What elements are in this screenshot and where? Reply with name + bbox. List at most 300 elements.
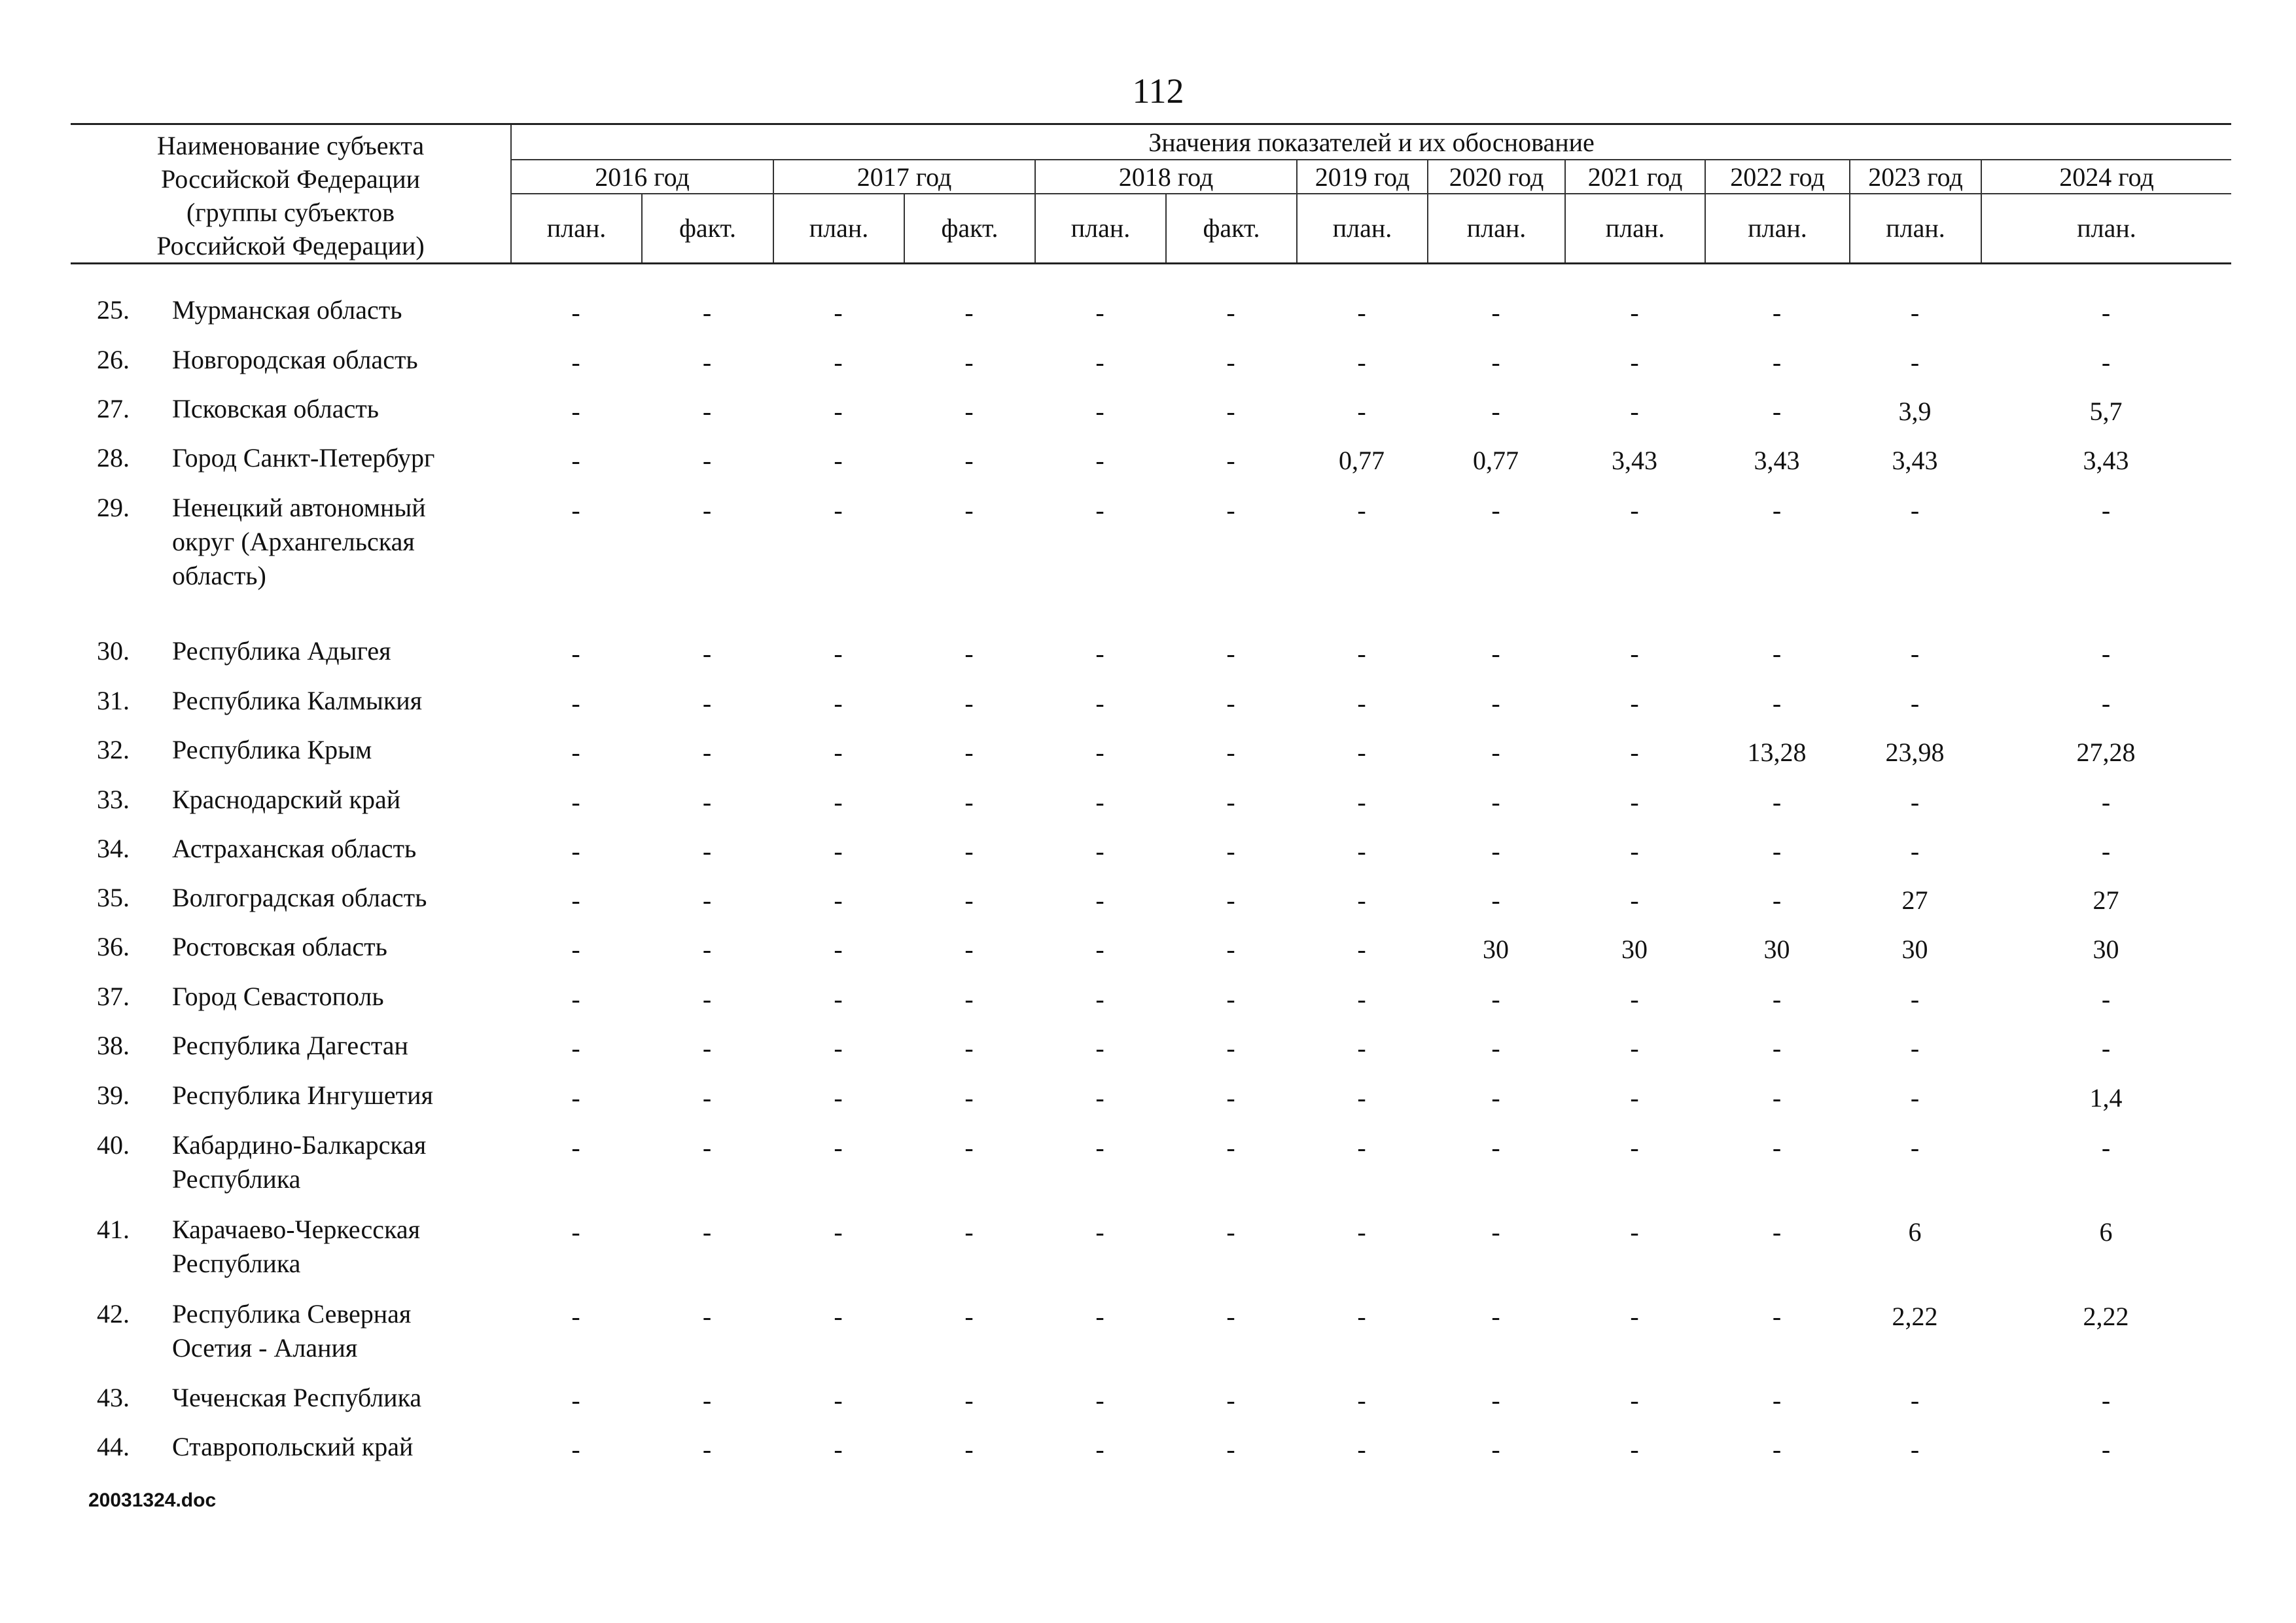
row-number: 25. (97, 295, 130, 325)
row-value-cell: - (1630, 885, 1639, 915)
row-value-cell: - (1095, 1385, 1104, 1415)
header-subcolumn-cell: план. (1704, 194, 1849, 262)
row-value-cell: - (1910, 1033, 1920, 1063)
row-value-cell: - (1095, 298, 1104, 327)
row-value-cell: - (1491, 738, 1500, 767)
row-value-cell: - (702, 397, 712, 426)
header-subcolumn-cell: факт. (1165, 194, 1296, 262)
row-value-cell: - (1491, 495, 1500, 525)
row-subject-name: Карачаево-Черкесская Республика (172, 1215, 421, 1278)
row-value-cell: - (1910, 1385, 1920, 1415)
row-value-cell: - (2101, 688, 2111, 718)
header-subcolumn-cell: план. (1427, 194, 1564, 262)
row-value-cell: - (571, 1133, 580, 1162)
row-value-cell: 3,43 (2083, 446, 2129, 475)
row-value-cell: - (1226, 984, 1235, 1014)
row-number: 36. (97, 932, 130, 961)
row-value-cell: - (1772, 1083, 1782, 1113)
row-value-cell: - (834, 397, 843, 426)
row-value-cell: - (1772, 397, 1782, 426)
row-value-cell: - (1357, 639, 1366, 668)
row-value-cell: - (1630, 1385, 1639, 1415)
row-number: 32. (97, 735, 130, 764)
row-value-cell: - (1226, 1083, 1235, 1113)
row-subject-name: Мурманская область (172, 295, 402, 325)
row-value-cell: - (702, 1033, 712, 1063)
row-subject-name: Город Севастополь (172, 982, 384, 1011)
row-value-cell: - (702, 1385, 712, 1415)
row-value-cell: - (1910, 1133, 1920, 1162)
row-value-cell: 27 (1901, 885, 1928, 915)
row-value-cell: - (964, 397, 974, 426)
row-value-cell: - (571, 935, 580, 964)
row-value-cell: - (1910, 1435, 1920, 1464)
row-subject-name: Республика Дагестан (172, 1031, 408, 1060)
row-value-cell: - (964, 348, 974, 377)
row-value-cell: 1,4 (2089, 1083, 2123, 1113)
row-value-cell: - (2101, 298, 2111, 327)
row-subject-name: Республика Северная Осетия - Алания (172, 1299, 412, 1363)
row-value-cell: 5,7 (2089, 397, 2123, 426)
row-value-cell: - (2101, 984, 2111, 1014)
row-value-cell: - (1910, 495, 1920, 525)
row-value-cell: - (964, 1083, 974, 1113)
row-value-cell: - (1357, 1133, 1366, 1162)
row-value-cell: - (1630, 1217, 1639, 1247)
row-value-cell: - (1491, 397, 1500, 426)
row-subject-name: Псковская область (172, 394, 379, 423)
row-value-cell: - (1226, 885, 1235, 915)
row-value-cell: - (1226, 836, 1235, 866)
row-value-cell: 13,28 (1747, 738, 1807, 767)
row-value-cell: - (571, 688, 580, 718)
row-value-cell: 30 (1483, 935, 1509, 964)
row-value-cell: - (2101, 495, 2111, 525)
row-value-cell: - (571, 787, 580, 817)
row-value-cell: - (1772, 1385, 1782, 1415)
row-value-cell: 2,22 (2083, 1302, 2129, 1331)
row-value-cell: - (1226, 348, 1235, 377)
row-value-cell: 3,43 (1754, 446, 1800, 475)
row-value-cell: - (1630, 984, 1639, 1014)
row-value-cell: 6 (1908, 1217, 1922, 1247)
row-value-cell: - (1226, 1133, 1235, 1162)
row-value-cell: - (571, 1302, 580, 1331)
header-subcolumn-cell: факт. (641, 194, 773, 262)
row-value-cell: - (571, 885, 580, 915)
row-value-cell: - (702, 1302, 712, 1331)
row-subject-name: Республика Адыгея (172, 636, 391, 666)
row-subject-name: Кабардино-Балкарская Республика (172, 1130, 427, 1194)
row-value-cell: - (571, 984, 580, 1014)
row-value-cell: - (1226, 688, 1235, 718)
row-value-cell: - (1095, 1302, 1104, 1331)
row-value-cell: - (1357, 1385, 1366, 1415)
row-value-cell: 6 (2099, 1217, 2113, 1247)
row-value-cell: - (1357, 984, 1366, 1014)
row-subject-name: Волгоградская область (172, 883, 427, 912)
row-value-cell: - (1772, 348, 1782, 377)
row-value-cell: - (571, 639, 580, 668)
row-value-cell: - (1226, 298, 1235, 327)
row-value-cell: - (1630, 397, 1639, 426)
row-value-cell: - (2101, 1435, 2111, 1464)
row-value-cell: - (1226, 787, 1235, 817)
row-value-cell: - (571, 446, 580, 475)
row-value-cell: - (1630, 1033, 1639, 1063)
row-value-cell: - (1357, 885, 1366, 915)
row-value-cell: - (1910, 298, 1920, 327)
row-value-cell: - (1772, 1033, 1782, 1063)
row-value-cell: - (1357, 1217, 1366, 1247)
row-value-cell: - (1095, 984, 1104, 1014)
header-year-cell: 2016 год (510, 160, 773, 194)
row-value-cell: - (1095, 935, 1104, 964)
row-value-cell: - (1357, 298, 1366, 327)
row-number: 34. (97, 834, 130, 863)
header-subcolumn-cell: план. (1981, 194, 2231, 262)
row-number: 30. (97, 636, 130, 666)
header-subcolumn-cell: факт. (904, 194, 1034, 262)
row-value-cell: - (1910, 984, 1920, 1014)
row-value-cell: - (702, 1435, 712, 1464)
row-value-cell: - (1772, 298, 1782, 327)
row-value-cell: - (834, 1083, 843, 1113)
row-value-cell: - (571, 1435, 580, 1464)
row-value-cell: - (1772, 639, 1782, 668)
row-value-cell: - (702, 1083, 712, 1113)
row-value-cell: - (834, 1133, 843, 1162)
row-value-cell: - (1630, 639, 1639, 668)
row-value-cell: - (1095, 495, 1104, 525)
row-value-cell: - (964, 1217, 974, 1247)
row-value-cell: - (964, 787, 974, 817)
row-value-cell: - (1095, 348, 1104, 377)
row-value-cell: - (1630, 348, 1639, 377)
row-value-cell: - (1357, 836, 1366, 866)
row-value-cell: - (571, 1033, 580, 1063)
row-value-cell: - (2101, 348, 2111, 377)
row-value-cell: - (2101, 639, 2111, 668)
row-value-cell: 30 (1621, 935, 1648, 964)
row-value-cell: - (834, 639, 843, 668)
row-value-cell: - (1226, 935, 1235, 964)
header-year-cell: 2022 год (1704, 160, 1849, 194)
row-value-cell: 3,43 (1612, 446, 1657, 475)
row-value-cell: - (964, 1033, 974, 1063)
row-value-cell: - (1095, 738, 1104, 767)
row-value-cell: - (1357, 1033, 1366, 1063)
row-number: 26. (97, 345, 130, 374)
row-value-cell: - (1491, 1435, 1500, 1464)
row-value-cell: - (1630, 1083, 1639, 1113)
header-year-cell: 2018 год (1034, 160, 1296, 194)
row-value-cell: - (1772, 787, 1782, 817)
row-value-cell: - (702, 836, 712, 866)
row-value-cell: - (1095, 787, 1104, 817)
row-value-cell: - (1095, 1217, 1104, 1247)
row-value-cell: - (964, 984, 974, 1014)
row-value-cell: - (964, 885, 974, 915)
header-subcolumn-cell: план. (1034, 194, 1165, 262)
page-number: 112 (1132, 71, 1184, 111)
row-value-cell: - (2101, 1385, 2111, 1415)
row-value-cell: - (1095, 639, 1104, 668)
row-value-cell: - (1630, 688, 1639, 718)
row-value-cell: - (964, 836, 974, 866)
row-value-cell: - (834, 935, 843, 964)
row-value-cell: - (834, 348, 843, 377)
row-value-cell: - (571, 397, 580, 426)
row-value-cell: - (1772, 1302, 1782, 1331)
row-value-cell: 30 (2093, 935, 2119, 964)
row-subject-name: Ростовская область (172, 932, 387, 961)
header-year-cell: 2024 год (1981, 160, 2231, 194)
row-value-cell: - (1491, 1217, 1500, 1247)
row-subject-name: Ставропольский край (172, 1432, 414, 1461)
row-value-cell: - (1095, 446, 1104, 475)
row-value-cell: 0,77 (1339, 446, 1385, 475)
row-number: 29. (97, 493, 130, 522)
row-value-cell: - (964, 495, 974, 525)
row-value-cell: - (1357, 1435, 1366, 1464)
row-value-cell: - (702, 639, 712, 668)
row-subject-name: Астраханская область (172, 834, 417, 863)
row-number: 40. (97, 1130, 130, 1160)
row-value-cell: - (1357, 738, 1366, 767)
row-value-cell: - (1910, 348, 1920, 377)
row-value-cell: - (1630, 1133, 1639, 1162)
row-value-cell: - (834, 1302, 843, 1331)
row-value-cell: - (964, 1385, 974, 1415)
row-value-cell: - (1491, 1033, 1500, 1063)
row-value-cell: - (1630, 1435, 1639, 1464)
row-value-cell: - (702, 495, 712, 525)
row-value-cell: - (1226, 495, 1235, 525)
row-value-cell: - (964, 639, 974, 668)
row-value-cell: - (702, 787, 712, 817)
row-value-cell: - (1226, 1435, 1235, 1464)
row-value-cell: - (1772, 688, 1782, 718)
row-value-cell: - (1095, 1435, 1104, 1464)
row-value-cell: - (834, 984, 843, 1014)
row-value-cell: - (1491, 348, 1500, 377)
row-value-cell: - (702, 348, 712, 377)
row-value-cell: - (1910, 787, 1920, 817)
row-value-cell: - (964, 935, 974, 964)
row-value-cell: - (1910, 639, 1920, 668)
row-value-cell: - (1630, 298, 1639, 327)
footer-file-name: 20031324.doc (88, 1489, 217, 1511)
header-subcolumn-cell: план. (1849, 194, 1981, 262)
row-value-cell: - (1357, 1083, 1366, 1113)
header-year-cell: 2019 год (1296, 160, 1427, 194)
row-value-cell: - (1226, 1217, 1235, 1247)
row-value-cell: - (834, 1033, 843, 1063)
row-value-cell: - (1095, 1033, 1104, 1063)
row-value-cell: - (964, 298, 974, 327)
row-value-cell: - (1630, 738, 1639, 767)
row-value-cell: - (702, 1133, 712, 1162)
header-subject-name: Наименование субъекта Российской Федерации (группы субъектов Российской Федерации) (156, 131, 425, 260)
row-value-cell: - (1491, 984, 1500, 1014)
row-value-cell: - (702, 688, 712, 718)
row-value-cell: - (834, 1217, 843, 1247)
row-value-cell: - (964, 446, 974, 475)
row-value-cell: - (834, 836, 843, 866)
row-value-cell: 23,98 (1885, 738, 1945, 767)
row-value-cell: - (1095, 1133, 1104, 1162)
row-value-cell: - (1357, 935, 1366, 964)
row-value-cell: - (834, 885, 843, 915)
row-value-cell: - (571, 298, 580, 327)
row-value-cell: - (964, 738, 974, 767)
row-value-cell: - (2101, 1033, 2111, 1063)
row-value-cell: - (1630, 836, 1639, 866)
row-value-cell: 2,22 (1892, 1302, 1938, 1331)
header-values-title: Значения показателей и их обоснование (510, 125, 2231, 160)
row-value-cell: 0,77 (1473, 446, 1519, 475)
row-value-cell: - (1772, 1217, 1782, 1247)
row-subject-name: Республика Калмыкия (172, 686, 423, 715)
row-value-cell: - (834, 787, 843, 817)
row-value-cell: - (1357, 397, 1366, 426)
row-value-cell: - (834, 495, 843, 525)
row-value-cell: - (1491, 1302, 1500, 1331)
row-value-cell: - (702, 738, 712, 767)
row-value-cell: - (1491, 787, 1500, 817)
row-value-cell: - (834, 738, 843, 767)
row-subject-name: Республика Крым (172, 735, 372, 764)
row-value-cell: - (1772, 495, 1782, 525)
row-number: 27. (97, 394, 130, 423)
row-value-cell: 3,9 (1898, 397, 1932, 426)
row-value-cell: - (571, 1385, 580, 1415)
row-value-cell: - (1226, 446, 1235, 475)
row-value-cell: - (1772, 1133, 1782, 1162)
row-value-cell: - (1772, 1435, 1782, 1464)
row-value-cell: - (1357, 495, 1366, 525)
row-value-cell: - (1910, 688, 1920, 718)
row-subject-name: Республика Ингушетия (172, 1080, 433, 1110)
row-value-cell: - (1630, 495, 1639, 525)
row-subject-name: Город Санкт-Петербург (172, 443, 435, 473)
row-value-cell: - (1910, 836, 1920, 866)
row-value-cell: - (702, 446, 712, 475)
row-value-cell: - (1491, 1385, 1500, 1415)
header-year-cell: 2017 год (773, 160, 1034, 194)
row-value-cell: - (1095, 1083, 1104, 1113)
row-value-cell: - (834, 688, 843, 718)
row-number: 37. (97, 982, 130, 1011)
row-value-cell: - (571, 348, 580, 377)
row-value-cell: - (1095, 885, 1104, 915)
row-value-cell: - (1491, 298, 1500, 327)
row-value-cell: - (2101, 1133, 2111, 1162)
row-value-cell: 27,28 (2076, 738, 2136, 767)
row-value-cell: - (1357, 348, 1366, 377)
row-value-cell: - (964, 688, 974, 718)
row-value-cell: - (1357, 688, 1366, 718)
row-number: 44. (97, 1432, 130, 1461)
row-value-cell: - (964, 1435, 974, 1464)
row-value-cell: - (1491, 1133, 1500, 1162)
row-number: 31. (97, 686, 130, 715)
row-number: 42. (97, 1299, 130, 1329)
row-value-cell: - (2101, 787, 2111, 817)
row-value-cell: - (1491, 836, 1500, 866)
row-subject-name: Новгородская область (172, 345, 418, 374)
row-value-cell: - (1226, 738, 1235, 767)
row-number: 33. (97, 785, 130, 814)
row-value-cell: - (702, 1217, 712, 1247)
row-number: 28. (97, 443, 130, 473)
header-year-cell: 2020 год (1427, 160, 1564, 194)
header-year-cell: 2023 год (1849, 160, 1981, 194)
row-value-cell: - (571, 1217, 580, 1247)
row-value-cell: - (702, 984, 712, 1014)
row-value-cell: - (571, 836, 580, 866)
row-value-cell: - (834, 446, 843, 475)
row-value-cell: - (702, 298, 712, 327)
row-value-cell: 3,43 (1892, 446, 1938, 475)
row-value-cell: - (1772, 984, 1782, 1014)
row-number: 35. (97, 883, 130, 912)
row-number: 43. (97, 1383, 130, 1412)
row-number: 41. (97, 1215, 130, 1244)
row-value-cell: - (1226, 639, 1235, 668)
row-value-cell: - (1226, 1385, 1235, 1415)
row-value-cell: - (1357, 1302, 1366, 1331)
header-subcolumn-cell: план. (510, 194, 641, 262)
row-value-cell: - (1910, 1083, 1920, 1113)
row-value-cell: - (1095, 397, 1104, 426)
row-value-cell: 30 (1901, 935, 1928, 964)
row-value-cell: - (1491, 688, 1500, 718)
table-header (71, 123, 2231, 264)
header-subcolumn-cell: план. (1564, 194, 1704, 262)
row-number: 39. (97, 1080, 130, 1110)
row-value-cell: - (571, 495, 580, 525)
row-value-cell: - (834, 298, 843, 327)
row-subject-name: Краснодарский край (172, 785, 401, 814)
row-value-cell: - (702, 935, 712, 964)
row-value-cell: - (964, 1133, 974, 1162)
row-value-cell: - (1491, 885, 1500, 915)
row-value-cell: - (1491, 1083, 1500, 1113)
row-value-cell: - (1357, 787, 1366, 817)
row-value-cell: - (1226, 1302, 1235, 1331)
header-subcolumn-cell: план. (773, 194, 904, 262)
row-value-cell: - (1772, 885, 1782, 915)
row-value-cell: - (1630, 787, 1639, 817)
row-value-cell: - (1095, 836, 1104, 866)
row-value-cell: - (834, 1385, 843, 1415)
row-value-cell: - (702, 885, 712, 915)
row-value-cell: - (571, 738, 580, 767)
row-value-cell: 30 (1763, 935, 1790, 964)
row-value-cell: - (964, 1302, 974, 1331)
row-number: 38. (97, 1031, 130, 1060)
row-value-cell: - (1491, 639, 1500, 668)
header-subcolumn-cell: план. (1296, 194, 1427, 262)
row-value-cell: - (1772, 836, 1782, 866)
row-value-cell: - (834, 1435, 843, 1464)
row-value-cell: - (2101, 836, 2111, 866)
row-value-cell: 27 (2093, 885, 2119, 915)
header-year-cell: 2021 год (1564, 160, 1704, 194)
row-subject-name: Ненецкий автономный округ (Архангельская область) (172, 493, 426, 590)
